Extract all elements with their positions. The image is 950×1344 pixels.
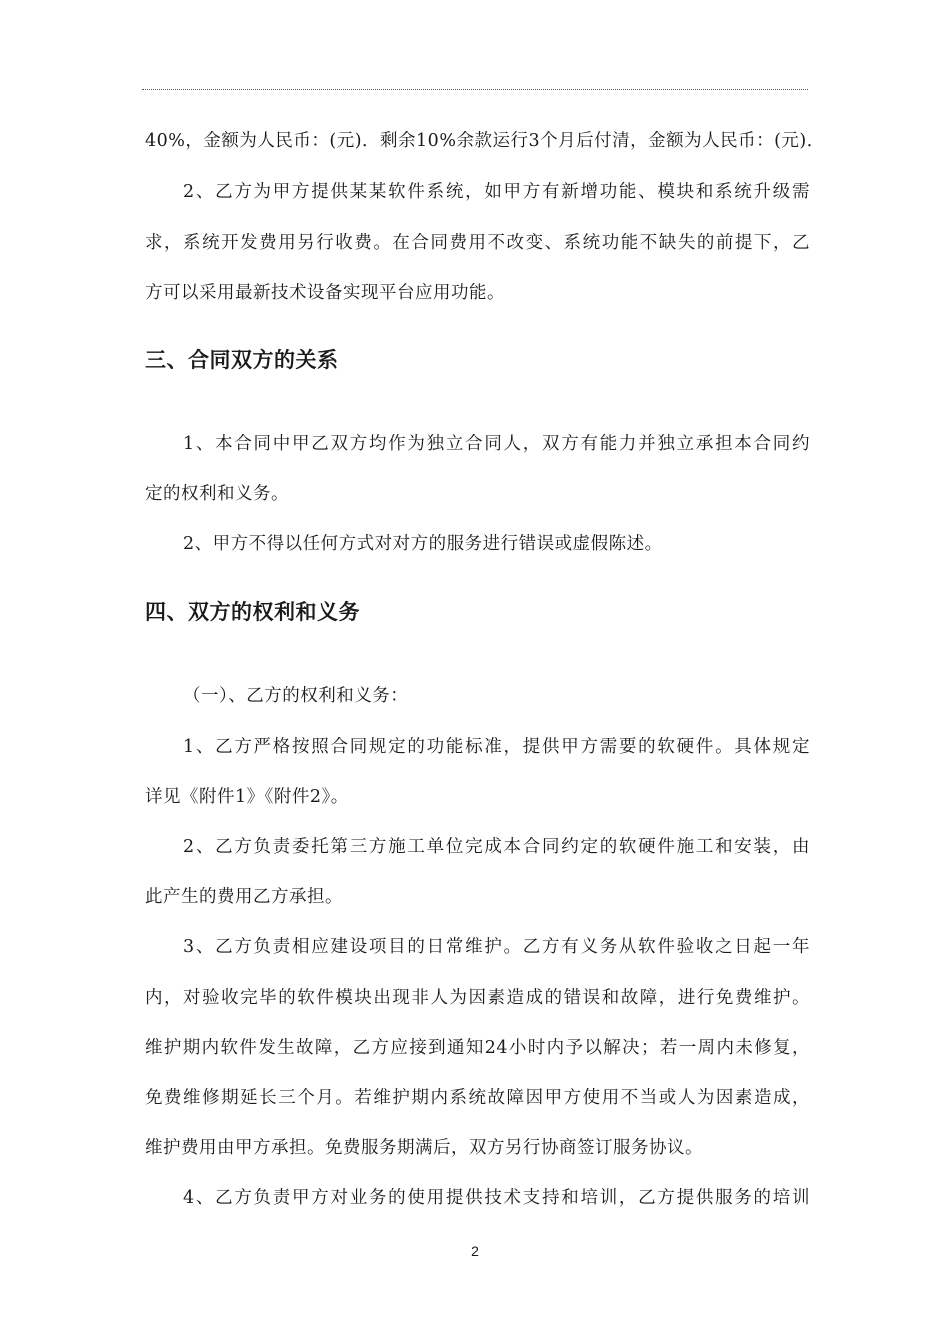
paragraph-line: 2、乙方为甲方提供某某软件系统，如甲方有新增功能、模块和系统升级需 [183, 182, 810, 202]
paragraph-line: 维护期内软件发生故障，乙方应接到通知24小时内予以解决；若一周内未修复， [145, 1038, 810, 1058]
page-number: 2 [471, 1243, 479, 1259]
paragraph-line: 详见《附件1》《附件2》。 [145, 787, 349, 807]
paragraph-line: 此产生的费用乙方承担。 [145, 887, 343, 907]
section-heading: 三、合同双方的关系 [145, 348, 339, 372]
paragraph-line: 内，对验收完毕的软件模块出现非人为因素造成的错误和故障，进行免费维护。 [145, 988, 810, 1008]
paragraph-line: 1、乙方严格按照合同规定的功能标准，提供甲方需要的软硬件。具体规定 [183, 737, 810, 757]
paragraph-line: 求，系统开发费用另行收费。在合同费用不改变、系统功能不缺失的前提下，乙 [145, 233, 810, 253]
paragraph-line: 3、乙方负责相应建设项目的日常维护。乙方有义务从软件验收之日起一年 [183, 937, 810, 957]
paragraph-line: 2、乙方负责委托第三方施工单位完成本合同约定的软硬件施工和安装，由 [183, 837, 810, 857]
header-rule [142, 89, 808, 90]
paragraph-line: （一）、乙方的权利和义务： [183, 686, 409, 706]
paragraph-line: 2、甲方不得以任何方式对对方的服务进行错误或虚假陈述。 [183, 534, 663, 554]
section-heading: 四、双方的权利和义务 [145, 600, 360, 624]
paragraph-line: 方可以采用最新技术设备实现平台应用功能。 [145, 283, 505, 303]
paragraph-line: 40%，金额为人民币：(元)．剩余10%余款运行3个月后付清，金额为人民币：(元)． [145, 131, 825, 151]
paragraph-line: 4、乙方负责甲方对业务的使用提供技术支持和培训，乙方提供服务的培训 [183, 1188, 810, 1208]
paragraph-line: 1、本合同中甲乙双方均作为独立合同人，双方有能力并独立承担本合同约 [183, 434, 810, 454]
paragraph-line: 免费维修期延长三个月。若维护期内系统故障因甲方使用不当或人为因素造成， [145, 1088, 810, 1108]
paragraph-line: 维护费用由甲方承担。免费服务期满后，双方另行协商签订服务协议。 [145, 1138, 703, 1158]
paragraph-line: 定的权利和义务。 [145, 484, 289, 504]
